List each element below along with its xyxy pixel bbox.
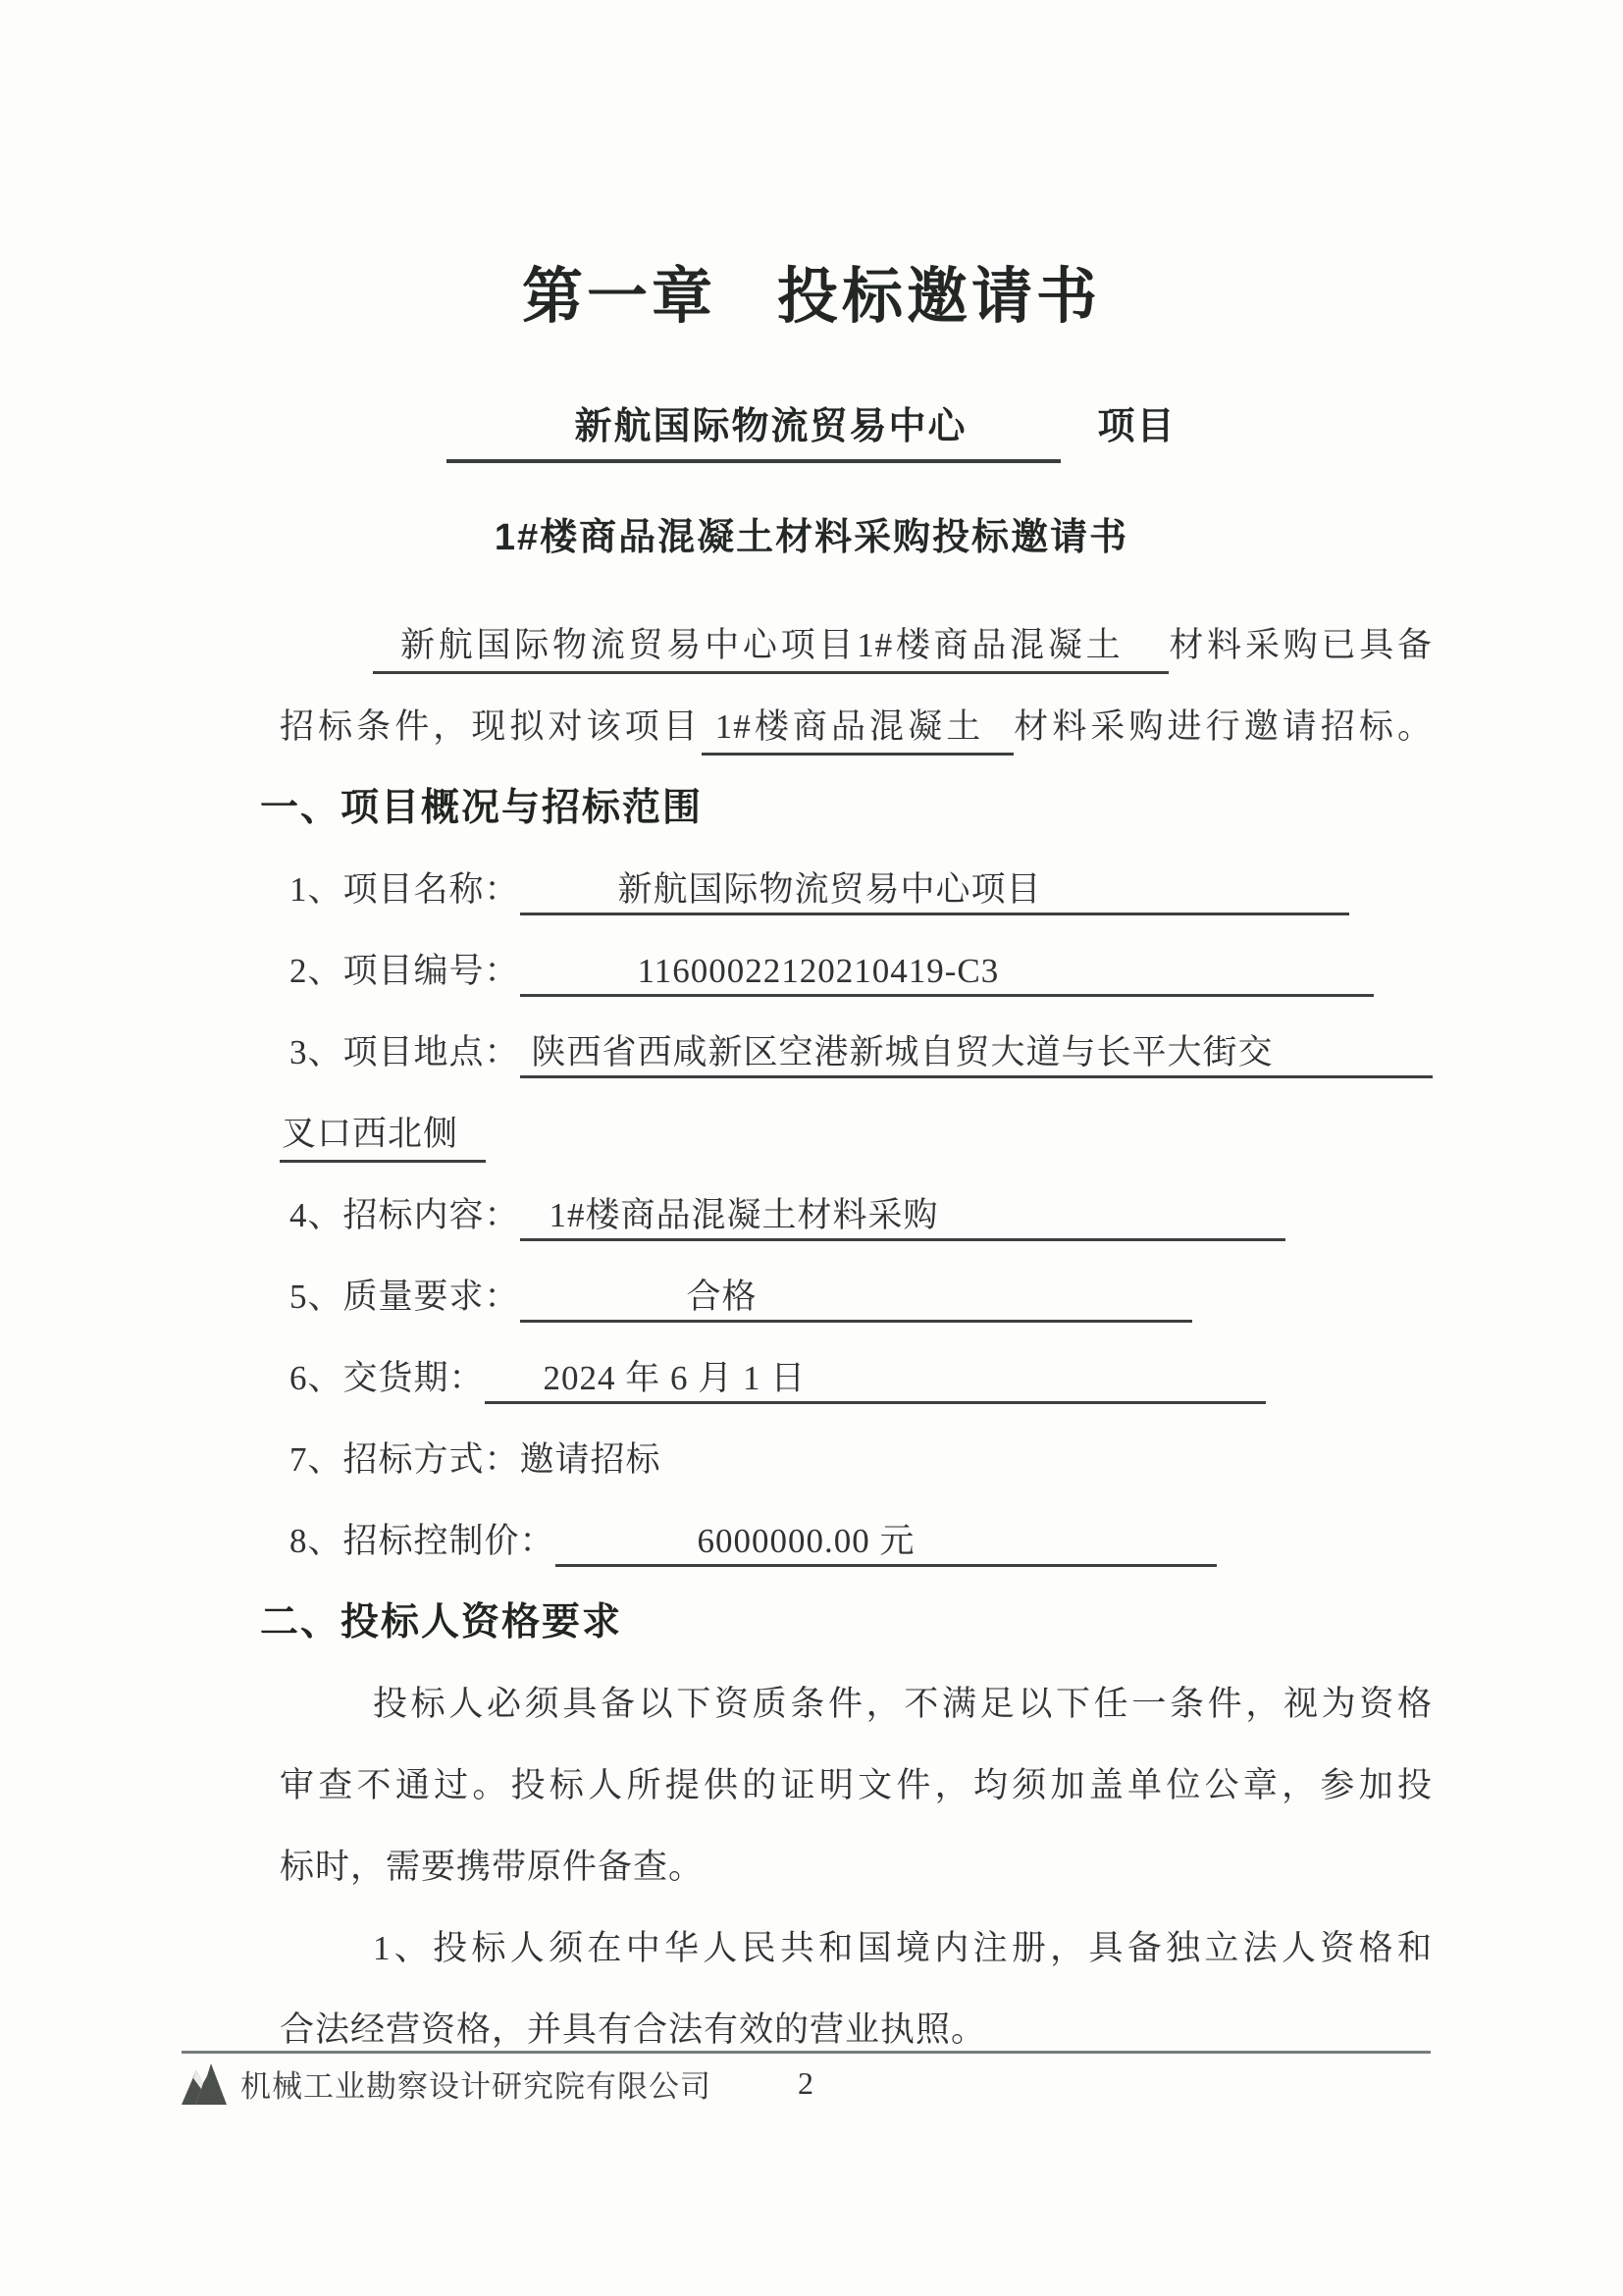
field-value-continued: 叉口西北侧 <box>280 1115 486 1163</box>
field-value: 陕西省西咸新区空港新城自贸大道与长平大街交 <box>520 1030 1433 1078</box>
field-row-delivery-date <box>280 1337 1433 1419</box>
field-label: 3、项目地点： <box>289 1033 520 1071</box>
field-row-quality-requirement <box>280 1256 1433 1337</box>
field-value: 邀请招标 <box>519 1440 661 1479</box>
field-row-project-number <box>280 930 1433 1012</box>
qualification-item1-line-1: 1、投标人须在中华人民共和国境内注册，具备独立法人资格和 <box>373 1929 1433 1967</box>
field-label: 8、招标控制价： <box>289 1522 555 1560</box>
document-body <box>0 604 1623 2070</box>
field-row-control-price <box>280 1500 1433 1582</box>
page-footer <box>182 2051 1431 2106</box>
footer-divider <box>182 2051 1431 2054</box>
field-row-project-location-cont <box>280 1093 1433 1174</box>
intro-line1-underlined: 新航国际物流贸易中心项目1#楼商品混凝土 <box>373 626 1169 674</box>
qualification-para-line-1: 投标人必须具备以下资质条件，不满足以下任一条件，视为资格 <box>373 1685 1433 1723</box>
chapter-number: 第一章 <box>521 263 716 331</box>
project-name-underlined <box>446 402 1060 463</box>
qualification-item1-line-2: 合法经营资格，并具有合法有效的营业执照。 <box>280 2010 987 2049</box>
project-suffix: 项目 <box>1097 406 1177 447</box>
chapter-name: 投标邀请书 <box>777 263 1102 331</box>
field-label: 4、招标内容： <box>289 1196 520 1234</box>
chapter-title <box>0 253 1623 341</box>
project-title-line <box>0 402 1623 463</box>
footer-company-name: 机械工业勘察设计研究院有限公司 <box>240 2069 711 2104</box>
field-row-project-location <box>280 1012 1433 1093</box>
qualification-para-line-2: 审查不通过。投标人所提供的证明文件，均须加盖单位公章，参加投 <box>280 1766 1433 1804</box>
field-value: 1#楼商品混凝土材料采购 <box>520 1193 1285 1241</box>
intro-line2-underlined: 1#楼商品混凝土 <box>702 707 1015 756</box>
field-value: 6000000.00 元 <box>555 1519 1217 1567</box>
intro-line2-rest: 材料采购进行邀请招标。 <box>1014 707 1433 746</box>
project-name: 新航国际物流贸易中心 <box>574 406 968 447</box>
intro-line2-pre: 招标条件，现拟对该项目 <box>280 707 702 746</box>
intro-line-2 <box>280 686 1433 767</box>
qualification-para-line-3: 标时，需要携带原件备查。 <box>280 1848 705 1886</box>
field-value: 2024 年 6 月 1 日 <box>485 1356 1266 1404</box>
field-label: 5、质量要求： <box>289 1278 520 1316</box>
field-label: 6、交货期： <box>289 1359 485 1397</box>
field-row-bid-method <box>280 1419 1433 1500</box>
section2-heading: 二、投标人资格要求 <box>260 1601 623 1644</box>
field-value: 合格 <box>520 1275 1192 1323</box>
field-value: 11600022120210419-C3 <box>520 949 1374 997</box>
field-row-bid-content <box>280 1174 1433 1256</box>
intro-line-1 <box>280 604 1433 686</box>
field-row-project-name <box>280 849 1433 930</box>
field-value: 新航国际物流贸易中心项目 <box>520 867 1349 915</box>
field-label: 7、招标方式： <box>289 1440 520 1479</box>
field-label: 1、项目名称： <box>289 870 520 909</box>
footer-page-number: 2 <box>798 2065 814 2101</box>
section1-heading: 一、项目概况与招标范围 <box>260 787 704 829</box>
field-label: 2、项目编号： <box>289 952 520 990</box>
document-subtitle: 1#楼商品混凝土材料采购投标邀请书 <box>494 517 1129 558</box>
intro-line1-rest: 材料采购已具备 <box>1169 626 1433 664</box>
